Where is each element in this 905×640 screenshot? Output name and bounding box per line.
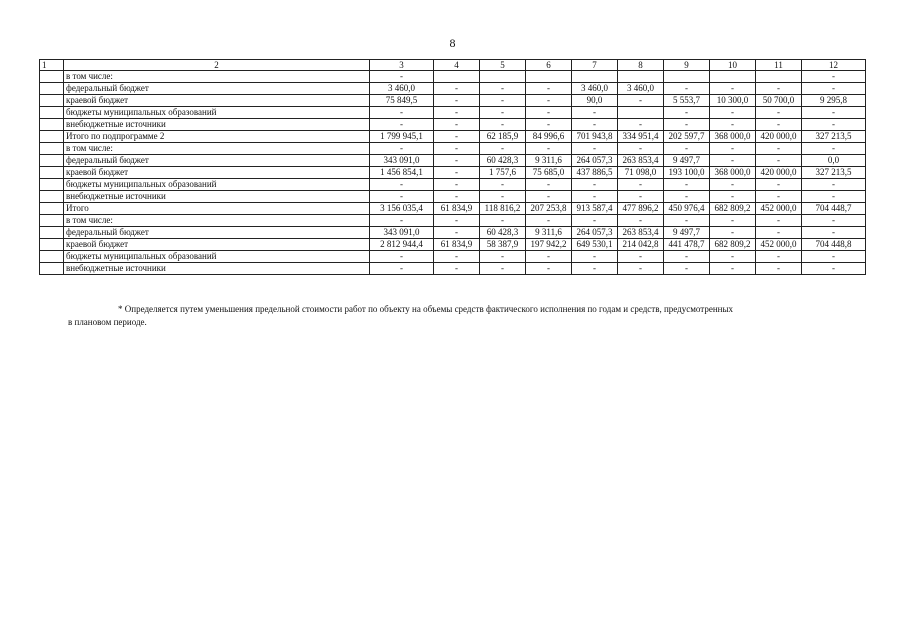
table-row <box>40 239 866 251</box>
table-cell: - <box>480 83 526 95</box>
row-label-cell: Итого <box>64 203 370 215</box>
table-cell: - <box>710 263 756 275</box>
table-cell: - <box>526 263 572 275</box>
table-cell <box>526 71 572 83</box>
table-cell: 682 809,2 <box>710 239 756 251</box>
table-cell: 368 000,0 <box>710 131 756 143</box>
table-body <box>40 71 866 275</box>
table-cell: 3 460,0 <box>370 83 434 95</box>
table-cell: - <box>664 143 710 155</box>
table-cell: - <box>618 119 664 131</box>
table-cell: - <box>618 143 664 155</box>
table-cell: 3 460,0 <box>572 83 618 95</box>
table-cell <box>618 71 664 83</box>
row-label-cell: Итого по подпрограмме 2 <box>64 131 370 143</box>
table-cell: 1 799 945,1 <box>370 131 434 143</box>
footnote-line-2: в плановом периоде. <box>68 317 147 327</box>
table-cell: - <box>370 191 434 203</box>
table-cell: - <box>526 119 572 131</box>
table-cell <box>480 71 526 83</box>
table-cell: 701 943,8 <box>572 131 618 143</box>
table-cell: 420 000,0 <box>756 167 802 179</box>
table-cell: - <box>618 179 664 191</box>
table-cell: - <box>526 179 572 191</box>
table-cell: 61 834,9 <box>434 239 480 251</box>
table-cell: - <box>756 191 802 203</box>
header-cell-5: 5 <box>480 60 526 71</box>
table-cell: 441 478,7 <box>664 239 710 251</box>
table-cell: 9 311,6 <box>526 155 572 167</box>
table-cell: - <box>370 71 434 83</box>
header-cell-3: 3 <box>370 60 434 71</box>
table-cell: - <box>618 191 664 203</box>
table-cell: 62 185,9 <box>480 131 526 143</box>
table-cell: 3 460,0 <box>618 83 664 95</box>
table-cell: - <box>802 119 866 131</box>
table-cell: - <box>434 167 480 179</box>
table-cell: - <box>756 251 802 263</box>
table-cell: - <box>370 215 434 227</box>
budget-table <box>39 59 866 275</box>
header-cell-12: 12 <box>802 60 866 71</box>
table-cell: - <box>434 191 480 203</box>
table-cell: 75 849,5 <box>370 95 434 107</box>
table-cell: 649 530,1 <box>572 239 618 251</box>
table-row <box>40 71 866 83</box>
table-cell <box>40 251 64 263</box>
row-label-cell: внебюджетные источники <box>64 119 370 131</box>
table-cell: 197 942,2 <box>526 239 572 251</box>
table-cell: - <box>572 215 618 227</box>
table-cell: 71 098,0 <box>618 167 664 179</box>
table-cell: - <box>710 251 756 263</box>
table-cell: - <box>480 215 526 227</box>
table-cell: - <box>710 143 756 155</box>
table-row <box>40 119 866 131</box>
table-cell: 50 700,0 <box>756 95 802 107</box>
table-cell <box>40 107 64 119</box>
table-cell <box>40 143 64 155</box>
table-cell: 60 428,3 <box>480 227 526 239</box>
table-cell: - <box>618 263 664 275</box>
row-label-cell: в том числе: <box>64 215 370 227</box>
header-cell-11: 11 <box>756 60 802 71</box>
table-cell: - <box>756 119 802 131</box>
row-label-cell: внебюджетные источники <box>64 191 370 203</box>
table-cell: - <box>434 227 480 239</box>
table-cell: - <box>434 251 480 263</box>
table-cell <box>572 71 618 83</box>
table-row <box>40 167 866 179</box>
header-cell-8: 8 <box>618 60 664 71</box>
table-cell: - <box>710 83 756 95</box>
table-cell: - <box>756 227 802 239</box>
table-cell <box>40 155 64 167</box>
table-cell: 1 456 854,1 <box>370 167 434 179</box>
table-cell: 477 896,2 <box>618 203 664 215</box>
table-cell: - <box>618 251 664 263</box>
table-cell: - <box>710 179 756 191</box>
table-cell: - <box>480 179 526 191</box>
table-row <box>40 179 866 191</box>
table-cell: - <box>756 215 802 227</box>
table-cell: - <box>526 107 572 119</box>
table-cell: 193 100,0 <box>664 167 710 179</box>
table-cell: - <box>664 215 710 227</box>
table-cell: 343 091,0 <box>370 227 434 239</box>
header-row <box>40 60 866 71</box>
table-row <box>40 131 866 143</box>
table-cell: - <box>526 95 572 107</box>
row-label-cell: федеральный бюджет <box>64 227 370 239</box>
table-cell: - <box>480 119 526 131</box>
table-cell: - <box>370 263 434 275</box>
table-cell: - <box>802 251 866 263</box>
table-cell: - <box>664 263 710 275</box>
table-cell <box>40 119 64 131</box>
table-cell <box>40 95 64 107</box>
table-cell: - <box>710 227 756 239</box>
table-cell <box>756 71 802 83</box>
table-cell: 264 057,3 <box>572 155 618 167</box>
header-cell-6: 6 <box>526 60 572 71</box>
table-cell <box>40 203 64 215</box>
table-row <box>40 263 866 275</box>
table-row <box>40 215 866 227</box>
table-cell <box>40 167 64 179</box>
table-cell: 9 497,7 <box>664 227 710 239</box>
table-cell: - <box>710 155 756 167</box>
table-cell: - <box>664 119 710 131</box>
table-row <box>40 203 866 215</box>
table-cell: 334 951,4 <box>618 131 664 143</box>
table-cell <box>40 263 64 275</box>
table-cell: 452 000,0 <box>756 203 802 215</box>
table-cell: - <box>802 227 866 239</box>
table-cell: - <box>370 179 434 191</box>
table-cell: - <box>802 179 866 191</box>
table-cell <box>618 107 664 119</box>
table-cell: - <box>664 251 710 263</box>
table-cell: - <box>710 191 756 203</box>
row-label-cell: в том числе: <box>64 143 370 155</box>
table-cell: - <box>756 143 802 155</box>
table-row <box>40 227 866 239</box>
table-cell: - <box>434 83 480 95</box>
table-cell: - <box>370 107 434 119</box>
table-cell <box>40 131 64 143</box>
table-cell: 10 300,0 <box>710 95 756 107</box>
row-label-cell: федеральный бюджет <box>64 83 370 95</box>
table-cell: 343 091,0 <box>370 155 434 167</box>
table-cell: - <box>434 155 480 167</box>
table-cell: 0,0 <box>802 155 866 167</box>
table-cell: - <box>526 143 572 155</box>
table-cell: - <box>710 119 756 131</box>
table-cell: 9 295,8 <box>802 95 866 107</box>
table-cell: - <box>756 155 802 167</box>
table-cell: 450 976,4 <box>664 203 710 215</box>
row-label-cell: федеральный бюджет <box>64 155 370 167</box>
table-cell <box>664 71 710 83</box>
header-cell-1: 1 <box>40 60 64 71</box>
table-cell: 682 809,2 <box>710 203 756 215</box>
table-cell: - <box>370 143 434 155</box>
table-cell: 9 311,6 <box>526 227 572 239</box>
row-label-cell: краевой бюджет <box>64 167 370 179</box>
header-cell-10: 10 <box>710 60 756 71</box>
table-cell: - <box>434 131 480 143</box>
table-cell: 263 853,4 <box>618 155 664 167</box>
page-number: 8 <box>449 36 456 50</box>
table-cell: - <box>434 263 480 275</box>
header-cell-7: 7 <box>572 60 618 71</box>
table-cell: - <box>664 83 710 95</box>
table-header <box>40 60 866 71</box>
table-cell: - <box>756 263 802 275</box>
table-cell: - <box>480 263 526 275</box>
table-cell <box>40 71 64 83</box>
table-cell: - <box>434 119 480 131</box>
table-cell: 61 834,9 <box>434 203 480 215</box>
table-cell: - <box>526 251 572 263</box>
table-cell: 420 000,0 <box>756 131 802 143</box>
table-cell: - <box>802 191 866 203</box>
table-cell: 202 597,7 <box>664 131 710 143</box>
table-cell: 452 000,0 <box>756 239 802 251</box>
table-cell: - <box>756 83 802 95</box>
table-cell: 704 448,8 <box>802 239 866 251</box>
table-cell: - <box>480 107 526 119</box>
table-cell: 327 213,5 <box>802 167 866 179</box>
table-cell: 913 587,4 <box>572 203 618 215</box>
table-cell: - <box>572 179 618 191</box>
row-label-cell: в том числе: <box>64 71 370 83</box>
header-cell-9: 9 <box>664 60 710 71</box>
table-cell: - <box>756 107 802 119</box>
table-row <box>40 191 866 203</box>
table-cell: - <box>526 215 572 227</box>
table-cell: - <box>434 215 480 227</box>
table-cell: - <box>664 191 710 203</box>
header-cell-2: 2 <box>64 60 370 71</box>
table-cell: 58 387,9 <box>480 239 526 251</box>
table-cell: - <box>756 179 802 191</box>
table-cell: - <box>370 119 434 131</box>
table-cell <box>40 179 64 191</box>
row-label-cell: краевой бюджет <box>64 95 370 107</box>
table-row <box>40 155 866 167</box>
row-label-cell: бюджеты муниципальных образований <box>64 251 370 263</box>
table-cell: - <box>434 95 480 107</box>
row-label-cell: бюджеты муниципальных образований <box>64 107 370 119</box>
table-cell: 214 042,8 <box>618 239 664 251</box>
table-cell: 704 448,7 <box>802 203 866 215</box>
table-cell: 90,0 <box>572 95 618 107</box>
row-label-cell: внебюджетные источники <box>64 263 370 275</box>
table-cell: 60 428,3 <box>480 155 526 167</box>
table-cell: - <box>802 107 866 119</box>
table-cell: - <box>572 191 618 203</box>
table-cell: 84 996,6 <box>526 131 572 143</box>
table-cell: 437 886,5 <box>572 167 618 179</box>
table-cell: 2 812 944,4 <box>370 239 434 251</box>
table-cell: - <box>664 179 710 191</box>
table-cell: - <box>526 83 572 95</box>
table-cell: - <box>710 215 756 227</box>
header-cell-4: 4 <box>434 60 480 71</box>
table-cell: - <box>802 83 866 95</box>
table-cell: - <box>434 143 480 155</box>
table-cell: - <box>480 251 526 263</box>
table-cell: - <box>618 215 664 227</box>
table-cell: - <box>434 107 480 119</box>
table-cell: - <box>572 251 618 263</box>
table-cell: - <box>572 107 618 119</box>
table-cell: 3 156 035,4 <box>370 203 434 215</box>
table-cell: 368 000,0 <box>710 167 756 179</box>
table-cell: 263 853,4 <box>618 227 664 239</box>
table-cell: 75 685,0 <box>526 167 572 179</box>
table-cell: - <box>526 191 572 203</box>
footnote-line-1: * Определяется путем уменьшения предельной стоимости работ по объекту на объемы средств фактического исполнения по годам и средств, предусмотренных <box>118 304 734 314</box>
table-cell: 5 553,7 <box>664 95 710 107</box>
table-row <box>40 95 866 107</box>
row-label-cell: бюджеты муниципальных образований <box>64 179 370 191</box>
table-cell: 264 057,3 <box>572 227 618 239</box>
table-cell: - <box>710 107 756 119</box>
table-cell: - <box>618 95 664 107</box>
footnote <box>68 303 858 329</box>
table-cell: 118 816,2 <box>480 203 526 215</box>
table-cell <box>710 71 756 83</box>
table-row <box>40 143 866 155</box>
table-cell: - <box>802 71 866 83</box>
table-cell: - <box>802 143 866 155</box>
table-cell <box>40 83 64 95</box>
table-cell: - <box>802 215 866 227</box>
table-cell: - <box>664 107 710 119</box>
table-row <box>40 83 866 95</box>
table-cell <box>40 227 64 239</box>
table-cell: - <box>572 143 618 155</box>
table-cell: - <box>480 143 526 155</box>
table-cell: - <box>370 251 434 263</box>
table-cell: - <box>480 191 526 203</box>
table-cell: 1 757,6 <box>480 167 526 179</box>
table-cell <box>40 239 64 251</box>
table-cell <box>40 215 64 227</box>
table-cell <box>40 191 64 203</box>
table-cell: - <box>572 119 618 131</box>
table-row <box>40 251 866 263</box>
table-cell: 327 213,5 <box>802 131 866 143</box>
table-cell: - <box>572 263 618 275</box>
table-cell: - <box>480 95 526 107</box>
table-cell: 9 497,7 <box>664 155 710 167</box>
table-cell: 207 253,8 <box>526 203 572 215</box>
row-label-cell: краевой бюджет <box>64 239 370 251</box>
table-cell: - <box>802 263 866 275</box>
table-row <box>40 107 866 119</box>
table-cell <box>434 71 480 83</box>
table-cell: - <box>434 179 480 191</box>
